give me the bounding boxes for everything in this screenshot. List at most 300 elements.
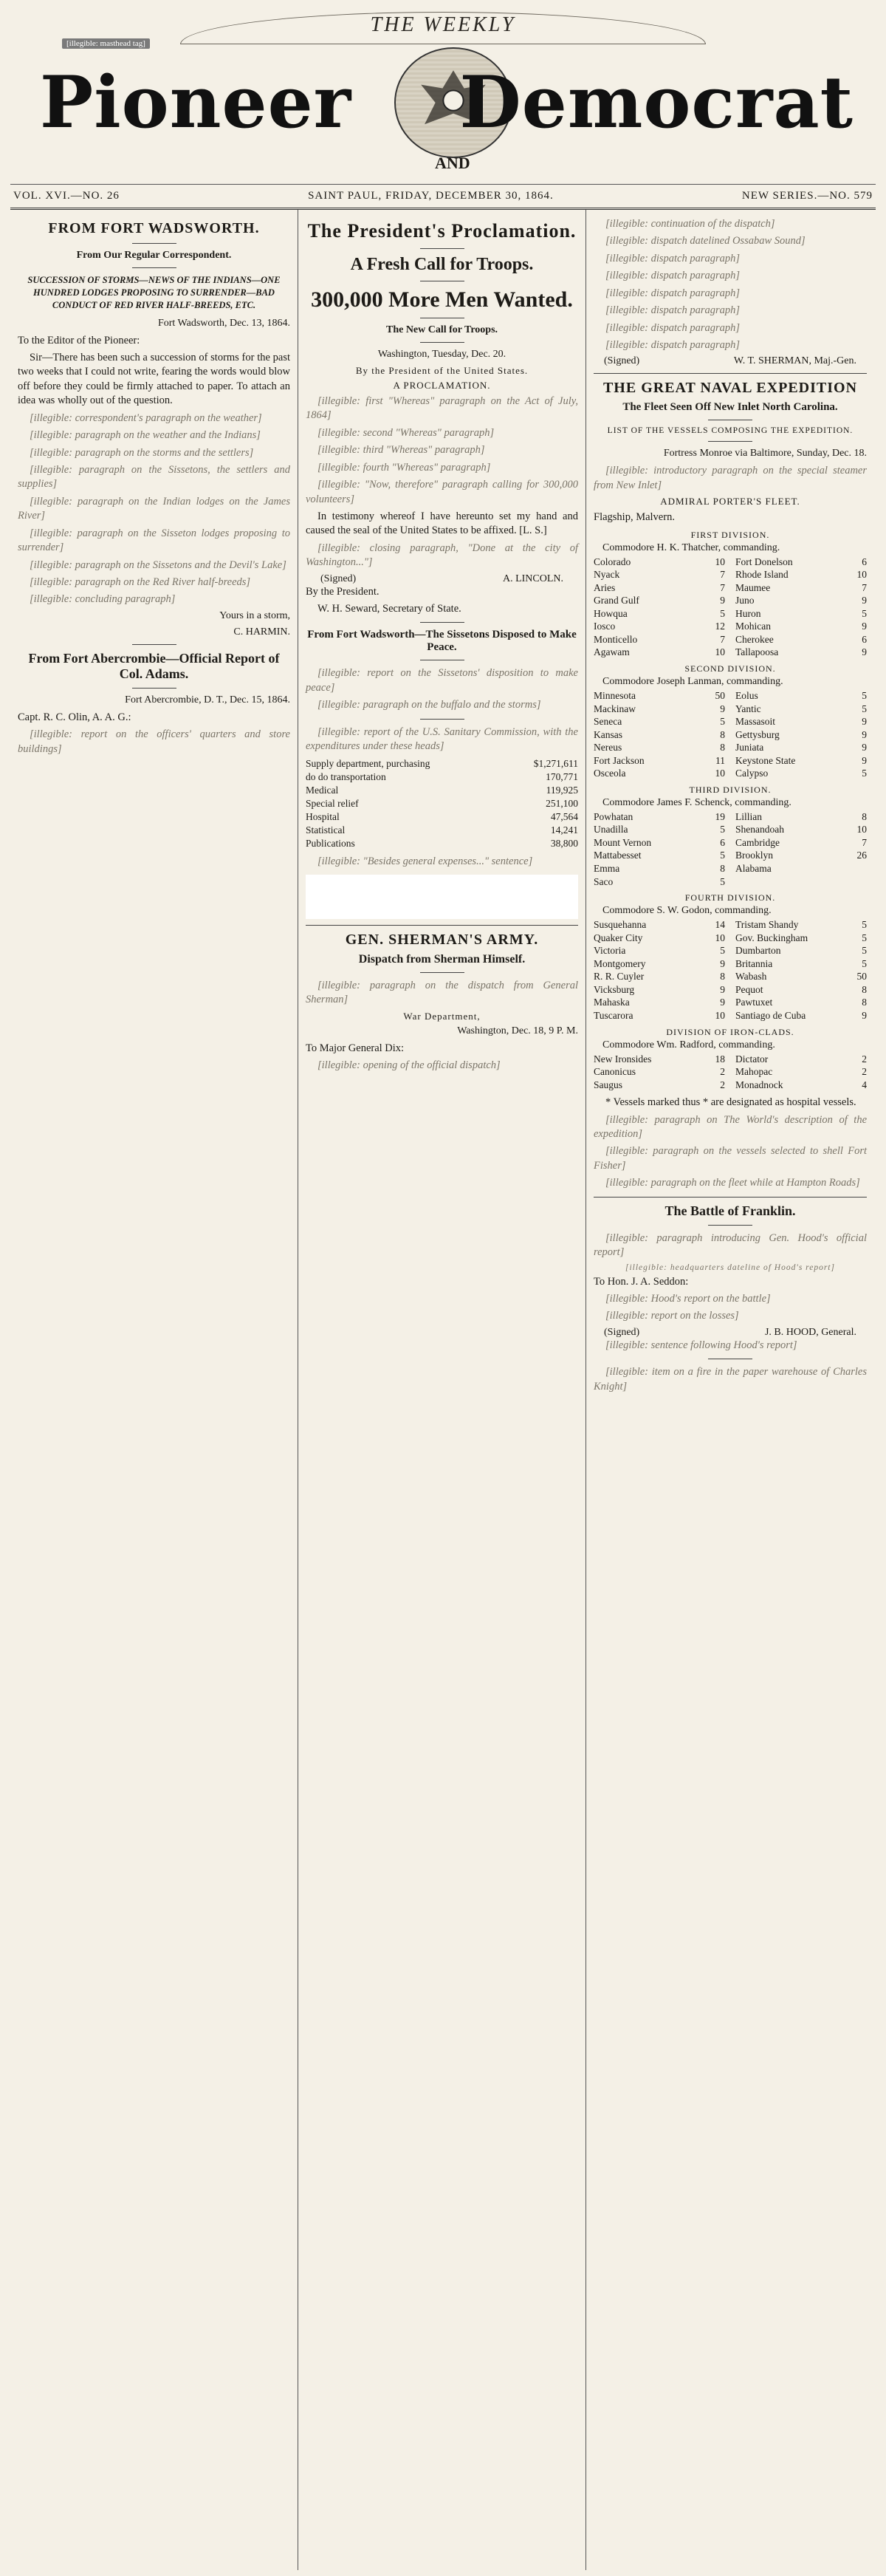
article-subhead: A Fresh Call for Troops. [350, 255, 534, 274]
paragraph: [illegible: "Besides general expenses..." sentence] [317, 855, 533, 867]
ship-guns: 14 [715, 919, 725, 931]
ship-name: Fort Jackson [594, 754, 645, 766]
paragraph: [illegible: dispatch paragraph] [605, 338, 741, 351]
ship-name: Dictator [735, 1053, 769, 1065]
article-kicker: The New Call for Troops. [385, 324, 498, 335]
ship-guns: 9 [862, 728, 867, 740]
signature-line [306, 573, 578, 585]
ship-guns: 10 [715, 768, 725, 779]
ship-name: Nyack [594, 569, 620, 581]
paragraph: [illegible: paragraph on the Red River half-breeds] [30, 575, 251, 588]
ship-entry [735, 1009, 867, 1022]
ship-name: Huron [735, 607, 761, 619]
report-hq: [illegible: headquarters dateline of Hood's report] [625, 1263, 835, 1272]
secretary-line: W. H. Seward, Secretary of State. [317, 603, 461, 615]
ship-name: Massasoit [735, 716, 775, 728]
ship-name: Mackinaw [594, 703, 636, 714]
article-headline: The President's Proclamation. [307, 220, 577, 242]
ship-entry [594, 849, 725, 862]
paragraph: [illegible: dispatch datelined Ossabaw Sound] [605, 235, 806, 247]
ship-guns: 5 [862, 945, 867, 957]
ship-name: Pequot [735, 983, 763, 995]
expenditure-table [306, 757, 578, 850]
ship-guns: 9 [720, 997, 725, 1008]
article-body [306, 394, 578, 570]
ship-guns: 11 [715, 754, 725, 766]
ship-name: Shenandoah [735, 824, 784, 836]
ship-entry [735, 823, 867, 836]
article-headline: From Fort Wadsworth—The Sissetons Disposed to Make Peace. [307, 629, 577, 654]
table-row: Statistical 14,241 [306, 824, 578, 836]
ship-name: Mount Vernon [594, 836, 652, 848]
ship-entry [735, 728, 867, 742]
issue-volume: VOL. XVI.—NO. 26 [13, 190, 120, 202]
table-row: do do transportation 170,771 [306, 771, 578, 782]
ship-entry [594, 620, 725, 633]
ship-name: Colorado [594, 556, 631, 567]
article-dateline: Fort Wadsworth, Dec. 13, 1864. [157, 317, 290, 329]
division-title: THIRD DIVISION. [689, 784, 772, 795]
ship-name: Agawam [594, 646, 630, 658]
issue-place-date: SAINT PAUL, FRIDAY, DECEMBER 30, 1864. [308, 190, 554, 202]
ship-entry [735, 633, 867, 646]
article-salutation: Capt. R. C. Olin, A. A. G.: [18, 711, 131, 723]
table-row: Special relief 251,100 [306, 797, 578, 809]
article-headline: FROM FORT WADSWORTH. [48, 220, 260, 236]
ship-guns: 5 [720, 945, 725, 957]
ship-name: New Ironsides [594, 1053, 652, 1065]
ship-name: Dumbarton [735, 945, 781, 957]
paragraph: [illegible: dispatch paragraph] [605, 270, 741, 282]
ship-list [594, 1053, 867, 1092]
report-to: To Hon. J. A. Seddon: [594, 1275, 689, 1288]
table-row: Medical 119,925 [306, 784, 578, 796]
division-title: DIVISION OF IRON-CLADS. [666, 1026, 794, 1037]
ship-name: Juniata [735, 742, 764, 754]
paragraph: [illegible: dispatch paragraph] [605, 304, 741, 317]
division-commander: Commodore Wm. Radford, commanding. [602, 1039, 775, 1050]
ship-name: Susquehanna [594, 919, 647, 931]
ship-name: Victoria [594, 945, 626, 957]
ship-guns: 9 [862, 754, 867, 766]
ship-name: Nereus [594, 742, 622, 754]
paragraph: [illegible: paragraph introducing Gen. Hood's official report] [594, 1231, 867, 1259]
blank-space [306, 875, 578, 919]
article-caps: LIST OF THE VESSELS COMPOSING THE EXPEDITION. [607, 426, 854, 436]
ship-entry [594, 932, 725, 945]
paragraph: In testimony whereof I have hereunto set my hand and caused the seal of the United States to be affixed. [L. S.] [306, 510, 578, 537]
table-row: Supply department, purchasing $1,271,611 [306, 757, 578, 769]
paragraph: [illegible: report on the losses] [605, 1310, 739, 1322]
ship-guns: 7 [720, 633, 725, 645]
article-subhead: From Our Regular Correspondent. [76, 250, 232, 261]
article-dateline: Washington, Tuesday, Dec. 20. [377, 349, 506, 360]
ship-guns: 8 [720, 728, 725, 740]
ship-guns: 9 [720, 957, 725, 969]
signed-label: (Signed) [604, 1326, 640, 1338]
article-deck: SUCCESSION OF STORMS—NEWS OF THE INDIANS—ONE HUNDRED LODGES PROPOSING TO SURRENDER—BAD CONDUCT OF RED RIVER HALF-BREEDS, ETC. [27, 275, 281, 310]
ship-guns: 10 [715, 932, 725, 943]
ship-guns: 9 [862, 716, 867, 728]
dispatch-to: To Major General Dix: [306, 1042, 405, 1054]
ship-guns: 2 [862, 1053, 867, 1065]
ship-guns: 10 [715, 646, 725, 658]
signature-line [594, 355, 867, 367]
article-dateline: Fort Abercrombie, D. T., Dec. 15, 1864. [125, 694, 290, 706]
ship-name: Mattabesset [594, 850, 642, 861]
ship-entry [735, 957, 867, 971]
paragraph: [illegible: Hood's report on the battle] [605, 1292, 771, 1305]
ship-guns: 6 [862, 633, 867, 645]
ship-entry [594, 970, 725, 983]
ship-entry [735, 568, 867, 581]
article-body [594, 217, 867, 352]
ship-entry [735, 703, 867, 716]
ship-name: Vicksburg [594, 983, 635, 995]
paragraph: [illegible: first "Whereas" paragraph on the Act of July, 1864] [306, 395, 578, 422]
ship-name: Powhatan [594, 810, 633, 822]
paragraph: Sir—There has been such a succession of storms for the past two weeks that I could not write, fearing the words would blow off before they could be firmly attached to paper. To attach an idea was wholly out of the question. [18, 352, 290, 407]
masthead-title-left: Pioneer [40, 61, 352, 144]
paragraph: [illegible: paragraph on the vessels selected to shell Fort Fisher] [594, 1145, 867, 1172]
paragraph: [illegible: report on the Sissetons' disposition to make peace] [306, 667, 578, 694]
ship-guns: 9 [862, 646, 867, 658]
ship-name: Santiago de Cuba [735, 1009, 806, 1021]
paragraph: [illegible: paragraph on The World's description of the expedition] [594, 1113, 867, 1140]
ship-guns: 6 [720, 836, 725, 848]
masthead-and: AND [435, 154, 470, 172]
ship-guns: 9 [720, 703, 725, 714]
division-commander: Commodore S. W. Godon, commanding. [602, 905, 772, 917]
ship-guns: 5 [862, 690, 867, 702]
division-title: SECOND DIVISION. [684, 663, 776, 674]
paragraph: [illegible: paragraph on the Sisseton lodges proposing to surrender] [18, 527, 290, 554]
article-headline: From Fort Abercrombie—Official Report of Col. Adams. [28, 650, 280, 681]
ship-guns: 6 [862, 556, 867, 567]
signed-name: W. T. SHERMAN, Maj.-Gen. [733, 355, 856, 367]
paragraph: [illegible: closing paragraph, "Done at the city of Washington..."] [306, 541, 578, 569]
article-caps: A PROCLAMATION. [393, 380, 491, 391]
ship-entry [594, 996, 725, 1009]
ship-entry [735, 754, 867, 768]
paragraph: [illegible: introductory paragraph on the special steamer from New Inlet] [594, 465, 867, 491]
ship-entry [735, 1079, 867, 1092]
ship-name: Yantic [735, 703, 761, 714]
ship-entry [735, 875, 867, 889]
ship-guns: 4 [862, 1079, 867, 1090]
division-commander: Commodore H. K. Thatcher, commanding. [602, 541, 780, 553]
ship-entry [594, 836, 725, 850]
ship-entry [594, 556, 725, 569]
ship-guns: 2 [862, 1066, 867, 1078]
signed-label: (Signed) [320, 573, 357, 584]
ship-guns: 7 [862, 836, 867, 848]
article-byline: By the President of the United States. [355, 365, 529, 376]
ship-name: Juno [735, 595, 755, 607]
ship-guns: 8 [862, 810, 867, 822]
ship-guns: 5 [862, 932, 867, 943]
ship-name: Eolus [735, 690, 758, 702]
ship-entry [594, 568, 725, 581]
column-2 [298, 210, 586, 2570]
paragraph: [illegible: fourth "Whereas" paragraph] [317, 461, 491, 474]
article-body [18, 351, 290, 607]
ship-entry [735, 836, 867, 850]
ship-name: Brooklyn [735, 850, 774, 861]
masthead [10, 9, 876, 185]
ship-guns: 5 [720, 824, 725, 836]
paragraph: [illegible: third "Whereas" paragraph] [317, 444, 485, 457]
table-row: Publications 38,800 [306, 837, 578, 849]
ship-guns: 50 [856, 971, 867, 983]
ship-name: Fort Donelson [735, 556, 793, 567]
ship-name: Mahaska [594, 997, 630, 1008]
ship-guns: 8 [720, 742, 725, 754]
article-dateline: Fortress Monroe via Baltimore, Sunday, Dec. 18. [663, 448, 867, 459]
table-row: Hospital 47,564 [306, 810, 578, 822]
ship-name: Wabash [735, 971, 767, 983]
paragraph: [illegible: concluding paragraph] [30, 593, 176, 606]
ship-guns: 5 [720, 850, 725, 861]
ship-name: Gettysburg [735, 728, 780, 740]
ship-entry [594, 810, 725, 824]
signature-line [594, 1327, 867, 1339]
ship-entry [594, 875, 725, 889]
ship-guns: 5 [862, 703, 867, 714]
ship-entry [594, 862, 725, 875]
ship-entry [594, 957, 725, 971]
ship-entry [735, 849, 867, 862]
ship-guns: 5 [720, 607, 725, 619]
ship-guns: 5 [862, 919, 867, 931]
ship-name: Mahopac [735, 1066, 773, 1078]
ship-guns: 5 [720, 716, 725, 728]
column-3 [586, 210, 874, 2570]
ship-entry [735, 620, 867, 633]
ship-entry [735, 932, 867, 945]
ship-entry [594, 823, 725, 836]
ship-entry [735, 1065, 867, 1079]
ship-name: Cherokee [735, 633, 774, 645]
ship-guns: 9 [862, 621, 867, 632]
ship-entry [735, 983, 867, 997]
ship-entry [594, 754, 725, 768]
flagship: Flagship, Malvern. [594, 511, 675, 524]
paragraph: [illegible: paragraph on the fleet while at Hampton Roads] [605, 1177, 860, 1189]
ship-name: Unadilla [594, 824, 628, 836]
ship-name: Seneca [594, 716, 622, 728]
ship-name: Lillian [735, 810, 762, 822]
ship-guns: 7 [862, 581, 867, 593]
ship-entry [735, 862, 867, 875]
ship-entry [594, 703, 725, 716]
ship-name: Calypso [735, 768, 769, 779]
ship-guns: 5 [720, 875, 725, 887]
article-subhead: The Fleet Seen Off New Inlet North Carolina. [622, 401, 838, 414]
ship-name: Mohican [735, 621, 771, 632]
ship-entry [735, 918, 867, 932]
ship-guns: 2 [720, 1079, 725, 1090]
signoff-line: Yours in a storm, [219, 609, 290, 621]
ship-name: Montgomery [594, 957, 646, 969]
division-title: FIRST DIVISION. [690, 529, 770, 540]
ship-name: Tuscarora [594, 1009, 633, 1021]
ship-list [594, 918, 867, 1022]
ship-entry [594, 715, 725, 728]
ship-guns: 2 [720, 1066, 725, 1078]
division-title: FOURTH DIVISION. [684, 892, 776, 903]
ship-name: Canonicus [594, 1066, 636, 1078]
ship-entry [735, 556, 867, 569]
by-president: By the President. [306, 585, 380, 598]
ship-name: Alabama [735, 863, 772, 875]
ship-entry [594, 607, 725, 621]
paragraph: [illegible: opening of the official dispatch] [317, 1059, 501, 1072]
paragraph: [illegible: item on a fire in the paper warehouse of Charles Knight] [594, 1366, 867, 1393]
ship-name: Tallapoosa [735, 646, 779, 658]
article-subhead: Dispatch from Sherman Himself. [358, 953, 526, 966]
ship-entry [594, 1009, 725, 1022]
paragraph: [illegible: dispatch paragraph] [605, 252, 741, 264]
paragraph: [illegible: continuation of the dispatch] [605, 218, 775, 230]
article-headline: THE GREAT NAVAL EXPEDITION [602, 380, 858, 397]
ship-name: Britannia [735, 957, 773, 969]
paragraph: [illegible: paragraph on the Indian lodges on the James River] [18, 495, 290, 522]
issue-dateline [10, 185, 876, 210]
ship-entry [594, 983, 725, 997]
ship-guns: 8 [862, 983, 867, 995]
masthead-title-right: Democrat [459, 61, 854, 144]
paragraph: [illegible: paragraph on the Sissetons, the settlers and supplies] [18, 464, 290, 491]
article-banner: 300,000 More Men Wanted. [311, 287, 573, 312]
ship-name: Tristam Shandy [735, 919, 799, 931]
ship-entry [594, 918, 725, 932]
ship-name: Cambridge [735, 836, 780, 848]
ship-name: Iosco [594, 621, 616, 632]
ship-entry [594, 728, 725, 742]
ship-name: Kansas [594, 728, 622, 740]
dispatch-dept: War Department, [403, 1010, 481, 1022]
paragraph: [illegible: second "Whereas" paragraph] [317, 426, 495, 439]
ship-entry [594, 1053, 725, 1066]
ship-list [594, 689, 867, 780]
ship-name: Gov. Buckingham [735, 932, 808, 943]
ship-guns: 19 [715, 810, 725, 822]
ship-guns: 8 [720, 863, 725, 875]
ship-entry [735, 970, 867, 983]
ship-guns: 7 [720, 581, 725, 593]
ship-guns: 5 [862, 957, 867, 969]
paragraph: [illegible: report of the U.S. Sanitary Commission, with the expenditures under these heads] [306, 725, 578, 753]
ship-guns: 9 [862, 595, 867, 607]
paragraph: [illegible: paragraph on the dispatch from General Sherman] [306, 980, 578, 1006]
roster-footnote: * Vessels marked thus * are designated as hospital vessels. [605, 1096, 856, 1109]
division-commander: Commodore James F. Schenck, commanding. [602, 796, 791, 808]
ship-guns: 26 [856, 850, 867, 861]
ship-entry [735, 607, 867, 621]
ship-entry [594, 633, 725, 646]
ship-entry [735, 689, 867, 703]
signed-label: (Signed) [604, 355, 640, 367]
ship-entry [594, 581, 725, 595]
paragraph: [illegible: paragraph on the buffalo and the storms] [317, 699, 541, 711]
ship-name: Saugus [594, 1079, 623, 1090]
fleet-title: ADMIRAL PORTER'S FLEET. [660, 496, 800, 508]
paragraph: [illegible: correspondent's paragraph on the weather] [30, 411, 262, 424]
ship-name: Keystone State [735, 754, 796, 766]
ship-entry [735, 1053, 867, 1066]
article-headline: GEN. SHERMAN'S ARMY. [345, 932, 539, 949]
ship-name: Howqua [594, 607, 628, 619]
ship-entry [594, 689, 725, 703]
paragraph: [illegible: paragraph on the weather and the Indians] [30, 429, 261, 442]
article-headline: The Battle of Franklin. [664, 1203, 796, 1218]
ship-guns: 12 [715, 621, 725, 632]
columns [10, 210, 876, 2570]
paragraph: [illegible: paragraph on the storms and the settlers] [30, 446, 254, 459]
ship-guns: 50 [715, 690, 725, 702]
ship-entry [735, 581, 867, 595]
signed-name: J. B. HOOD, General. [764, 1326, 856, 1338]
ship-entry [735, 944, 867, 957]
signoff-name: C. HARMIN. [233, 626, 290, 638]
ship-name: Aries [594, 581, 616, 593]
ship-list [594, 810, 867, 888]
ship-guns: 10 [715, 556, 725, 567]
paragraph: [illegible: sentence following Hood's report] [605, 1339, 797, 1351]
ship-entry [735, 594, 867, 607]
ship-guns: 9 [720, 983, 725, 995]
ship-entry [735, 996, 867, 1009]
ship-guns: 5 [862, 607, 867, 619]
ship-guns: 9 [862, 1009, 867, 1021]
masthead-tag: [illegible: masthead tag] [62, 38, 150, 49]
ship-guns: 10 [715, 1009, 725, 1021]
ship-guns: 18 [715, 1053, 725, 1065]
paragraph: [illegible: paragraph on the Sissetons and the Devil's Lake] [30, 558, 286, 571]
ship-entry [594, 767, 725, 780]
ship-guns: 8 [862, 997, 867, 1008]
ship-entry [735, 741, 867, 754]
masthead-the-weekly: THE WEEKLY [370, 13, 516, 36]
issue-series: NEW SERIES.—NO. 579 [741, 190, 873, 202]
paragraph: [illegible: report on the officers' quarters and store buildings] [18, 728, 290, 755]
ship-name: Grand Gulf [594, 595, 639, 607]
column-1 [10, 210, 298, 2570]
ship-entry [594, 594, 725, 607]
ship-entry [594, 741, 725, 754]
signed-name: A. LINCOLN. [502, 573, 563, 584]
ship-name: Quaker City [594, 932, 643, 943]
ship-name: Saco [594, 875, 614, 887]
ship-entry [735, 715, 867, 728]
ship-name: Monadnock [735, 1079, 783, 1090]
paragraph: [illegible: dispatch paragraph] [605, 287, 741, 299]
ship-guns: 8 [720, 971, 725, 983]
ship-name: Maumee [735, 581, 771, 593]
ship-name: Monticello [594, 633, 638, 645]
ship-guns: 5 [862, 768, 867, 779]
ship-entry [594, 944, 725, 957]
ship-name: R. R. Cuyler [594, 971, 645, 983]
ship-list [594, 556, 867, 659]
ship-entry [735, 767, 867, 780]
ship-name: Emma [594, 863, 620, 875]
ship-entry [594, 1079, 725, 1092]
paragraph: [illegible: dispatch paragraph] [605, 321, 741, 334]
ship-entry [735, 810, 867, 824]
ship-guns: 10 [856, 569, 867, 581]
